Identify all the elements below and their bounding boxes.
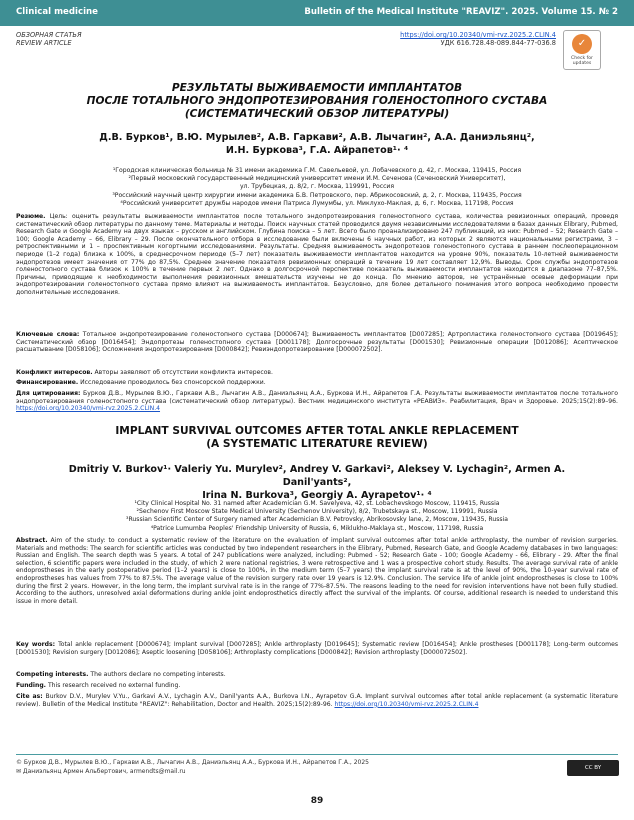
abstract-en [16,537,618,605]
citation-en-doi-link[interactable]: https://doi.org/10.20340/vmi-rvz.2025.2.CLIN.4 [334,700,479,708]
authors-ru-line1: Д.В. Бурков¹, В.Ю. Мурылев², А.В. Гаркави², А.В. Лычагин², А.А. Даниэльянц², [99,132,535,143]
funding-en-text: This research received no external funding. [47,682,181,689]
article-type-ru: ОБЗОРНАЯ СТАТЬЯ [16,31,82,39]
funding-ru-label: Финансирование. [16,379,79,386]
conflict-en-text: The authors declare no competing interests. [90,671,226,678]
abstract-ru-label: Резюме. [16,213,46,220]
title-ru-line2: ПОСЛЕ ТОТАЛЬНОГО ЭНДОПРОТЕЗИРОВАНИЯ ГОЛЕНОСТОПНОГО СУСТАВА [86,95,548,107]
abstract-ru [16,213,618,297]
funding-en-label: Funding. [16,682,47,689]
abstract-en-label: Abstract. [16,537,48,544]
keywords-en-label: Key words: [16,641,56,648]
citation-ru-doi-link[interactable]: https://doi.org/10.20340/vmi-rvz.2025.2.CLIN.4 [16,405,161,413]
citation-en [16,693,618,708]
article-type [16,31,82,47]
section-name: Clinical medicine [16,7,98,17]
keywords-ru-text: Тотальное эндопротезирование голеностопного сустава [D000674]; Выживаемость имплантатов [D007285]; Артропластика голеностопного сустава [D019645]; Систематический обзор [D016454]; Эндопротезы голеностопного сустава [D001178]; Долгосрочные результаты [D001530]; Ревизионные операции [D012086]; Асептическое расшатывание [D058106]; Осложнения эндопротезирования [D000842]; Ревиэндопротезирование [D000072502]. [16,331,618,354]
doi-link[interactable]: https://doi.org/10.20340/vmi-rvz.2025.2.CLIN.4 [400,31,556,39]
title-en [40,425,594,451]
keywords-en [16,641,618,656]
cc-by-license-icon[interactable]: CC BY [567,760,619,776]
udk-code: УДК 616.728.48-089.844-77-036.8 [440,39,556,47]
keywords-ru-label: Ключевые слова: [16,331,80,338]
authors-en [40,463,594,502]
badge-label: Check for updates [571,56,593,66]
affiliation: ²Sechenov First Moscow State Medical University (Sechenov University), 8/2, Trubetskaya st., Moscow, 119991, Russia [136,508,498,516]
conflict-ru-text: Авторы заявляют об отсутствии конфликта интересов. [94,369,273,376]
citation-ru [16,390,618,413]
affiliations-ru [40,167,594,208]
funding-en [16,682,618,690]
copyright-text: © Бурков Д.В., Мурылев В.Ю., Гаркави А.В., Лычагин А.В., Даниэльянц А.А., Буркова И.Н., Айрапетов Г.А., 2025 [16,759,369,766]
keywords-ru [16,331,618,354]
conflict-en [16,671,618,679]
check-updates-icon: ✓ [572,34,592,54]
affiliation: ²Первый московский государственный медицинский университет имени И.М. Сеченова (Сеченовский Университет), [128,175,506,183]
authors-en-line2: Irina N. Burkova³, Georgiy A. Ayrapetov¹· ⁴ [202,490,432,501]
authors-ru-line2: И.Н. Буркова³, Г.А. Айрапетов¹· ⁴ [225,145,409,156]
authors-ru [40,131,594,157]
affiliation: ⁴Российский университет дружбы народов имени Патриса Лумумбы, ул. Миклухо-Маклая, д. 6, г. Москва, 117198, Россия [120,199,514,207]
conflict-en-label: Competing interests. [16,671,89,678]
funding-ru [16,379,618,387]
article-type-en: REVIEW ARTICLE [16,39,72,47]
affiliation: ³Российский научный центр хирургии имени академика Б.В. Петровского, пер. Абрикосовский, д. 2, г. Москва, 119435, Россия [112,191,522,199]
title-ru-line1: РЕЗУЛЬТАТЫ ВЫЖИВАЕМОСТИ ИМПЛАНТАТОВ [171,82,463,94]
affiliation: ³Russian Scientific Center of Surgery named after Academician B.V. Petrovsky, Abrikosovsky lane, 2, Moscow, 119435, Russia [126,516,508,524]
footer-divider [16,754,618,755]
journal-issue: Bulletin of the Medical Institute "REAVIZ". 2025. Volume 15. № 2 [304,7,618,17]
affiliation: ул. Трубецкая, д. 8/2, г. Москва, 119991, Россия [239,183,395,191]
affiliation: ¹Городская клиническая больница № 31 имени академика Г.М. Савельевой, ул. Лобачевского д. 42, г. Москва, 119415, Россия [112,167,522,174]
citation-en-label: Cite as: [16,693,43,700]
page-number: 89 [310,796,324,806]
affiliations-en [40,500,594,533]
conflict-ru [16,369,618,377]
abstract-en-text: Aim of the study: to conduct a systematic review of the literature on the evaluation of implant survival outcomes after total ankle arthroplasty, the number of revision surgeries. Materials and methods: The search for scientific articles was conducted by two independent researchers in the Elibrary, Pubmed, Research Gate, and Google Academy databases in two languages: Russian and English. The search depth was 5 years. A total of 247 publications were analyzed, including: Pubmed - 52; Research Gate - 100; Google Academy - 66, Elibrary - 29. After the final selection, 6 scientific papers were included in the study, of which 2 were national registries, 3 were retrospective and 1 was a prospective cohort study. Results. The average survival rate of ankle endoprostheses in the early postoperative period (1–2 years) is close to 100%, in the medium term (5–7 years) the implant survival rate is at the level of 90%, the 10-year survival rate of endoprostheses has values from 77% to 87.5%. The average value of the revision surgery rate over 19 years is 12.9%. Conclusion. The service life of ankle joint endoprostheses is close to 100% during the first 2 years. However, in the long term, the implant survival rate is in the range of 77%-87.5%. The reasons leading to the need for revision interventions have not been fully studied. According to the authors, unresolved axial deformations during ankle joint endoprosthetics directly affect the survival of the implants. Of course, additional research is needed to understand this issue in more detail. [16,537,618,605]
keywords-en-text: Total ankle replacement [D000674]; Implant survival [D007285]; Ankle arthroplasty [D019645]; Systematic review [D016454]; Ankle prostheses [D001178]; Long-term outcomes [D001530]; Revision surgery [D012086]; Aseptic loosening [D058106]; Arthroplasty complications [D000842]; Revision arthroplasty [D000072502]. [16,641,619,656]
funding-ru-text: Исследование проводилось без спонсорской поддержки. [80,379,266,386]
title-ru [40,82,594,121]
authors-en-line1: Dmitriy V. Burkov¹· Valeriy Yu. Murylev², Andrey V. Garkavi², Aleksey V. Lychagin², Armen A. Danil'yants², [68,464,566,488]
citation-ru-text: Бурков Д.В., Мурылев В.Ю., Гаркави А.В., Лычагин А.В., Даниэльянц А.А., Буркова И.Н., Айрапетов Г.А. Результаты выживаемости имплантатов после тотального эндопротезирования голеностопного сустава (систематический обзор литературы). Вестник медицинского института «РЕАВИЗ». Реабилитация, Врач и Здоровье. 2025;15(2):89–96. [16,390,619,405]
doi-block [400,31,556,47]
journal-header-bar [0,0,634,26]
conflict-ru-label: Конфликт интересов. [16,369,93,376]
title-en-line2: (A SYSTEMATIC LITERATURE REVIEW) [206,438,428,450]
title-en-line1: IMPLANT SURVIVAL OUTCOMES AFTER TOTAL ANKLE REPLACEMENT [115,425,519,437]
affiliation: ¹City Clinical Hospital No. 31 named after Academician G.M. Savelyeva, 42, st. Lobachevskogo Moscow, 119415, Russia [134,500,500,507]
check-for-updates-badge[interactable] [563,30,601,70]
footer-copyright [16,759,369,776]
affiliation: ⁴Patrice Lumumba Peoples' Friendship University of Russia, 6, Miklukho-Maklaya st., Moscow, 117198, Russia [150,524,484,532]
abstract-ru-text: Цель: оценить результаты выживаемости имплантатов после тотального эндопротезирования голеностопного сустава, количества ревизионных операций, проведя систематический обзор литературы по данному теме. Материалы и методы. Поиск научных статей проводился двумя независимыми исследователями в базах данных Elibrary, Pubmed, Research Gate и Google Academy на двух языках – русском и английском. Глубина поиска – 5 лет. Всего было проанализировано 247 публикаций, из них: Pubmed – 52; Research Gate – 100; Google Academy – 66, Elibrary – 29. После окончательного отбора в исследование были включены 6 научных работ, из которых 2 являются национальными регистрами, 3 – ретроспективными и 1 – проспективным когортными исследованиями. Результаты. Средняя выживаемость эндопротезов голеностопного сустава в раннем послеоперационном периоде (1–2 года) близка к 100%, в среднесрочном периоде (5–7 лет) показатель выживаемости имплантатов находится на уровне 90%, показатель 10-летней выживаемости эндопротезов имеет значения от 77% до 87,5%. Среднее значение показателя ревизионных операций в течение 19 лет составляет 12,9%. Выводы. Срок службы эндопротезов голеностопного сустава близок к 100% в течение первых 2 лет. Однако в долгосрочной перспективе показатель выживаемости имплантатов находится в диапазоне 77–87,5%. Причины, приводящие к необходимости выполнения ревизионных вмешательств изучены не до конца. По мнению авторов, не устранённые осевые деформации при эндопротезировании голеностопного сустава прямо влияют на выживаемость имплантатов. Безусловно, для более детального понимания этого вопроса необходимо провести дополнительные исследования. [16,213,619,296]
contact-email[interactable]: ✉ Даниэльянц Армен Альбертович, armendts@mail.ru [16,767,186,775]
title-ru-line3: (СИСТЕМАТИЧЕСКИЙ ОБЗОР ЛИТЕРАТУРЫ) [184,108,450,120]
citation-ru-label: Для цитирования: [16,390,81,397]
citation-en-text: Burkov D.V., Murylev V.Yu., Garkavi A.V., Lychagin A.V., Danil'yants A.A., Burkova I.N., Ayrapetov G.A. Implant survival outcomes after total ankle replacement (a systematic literature review). Bulletin of the Medical Institute "REAVIZ": Rehabilitation, Doctor and Health. 2025;15(2):89-96. [16,693,619,708]
